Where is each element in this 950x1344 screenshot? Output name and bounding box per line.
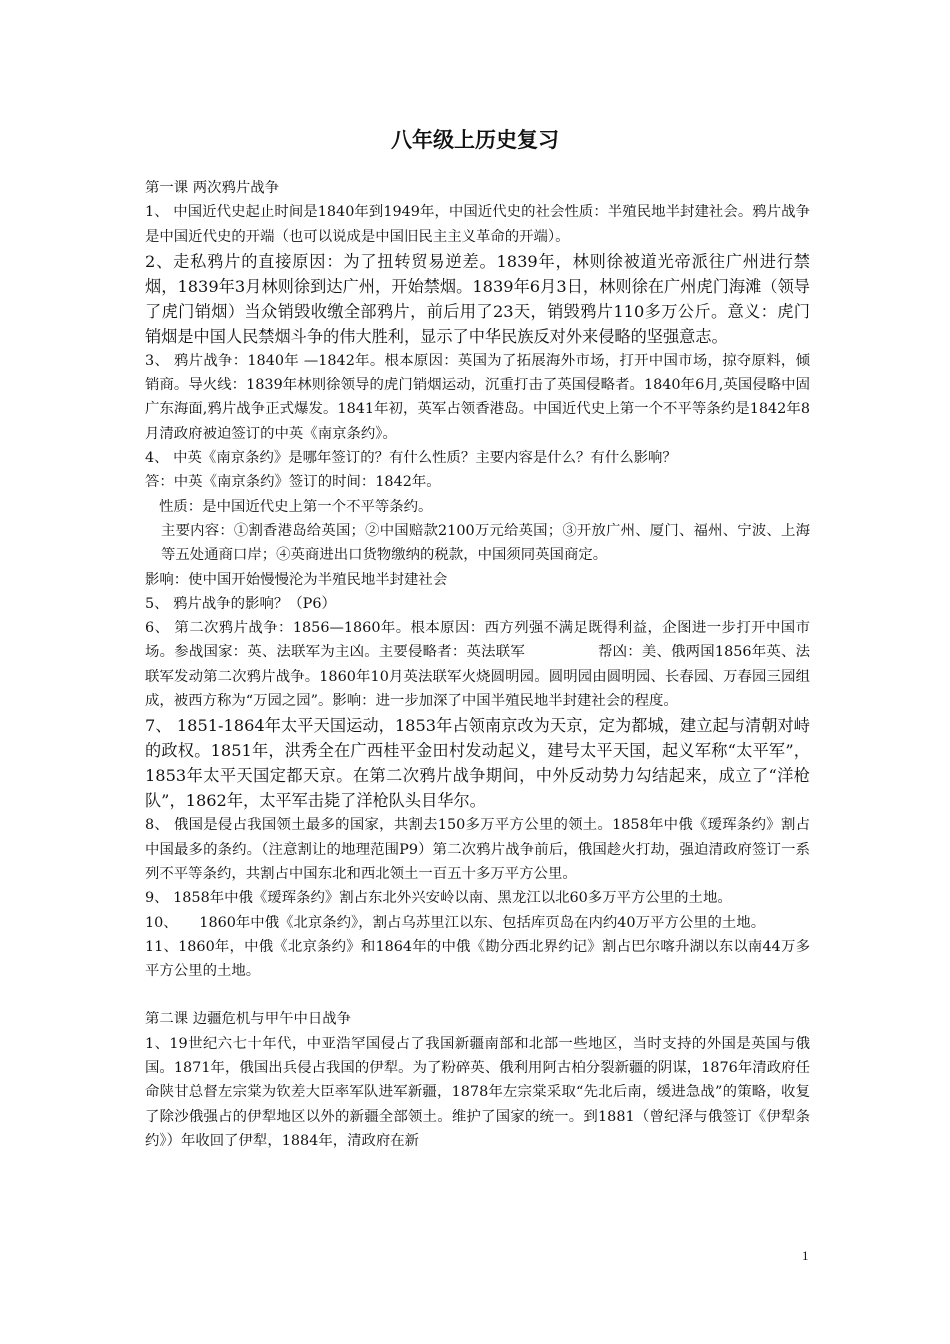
document-title: 八年级上历史复习: [391, 128, 559, 152]
lesson1-answer-date: 答：中英《南京条约》签订的时间：1842年。: [145, 474, 441, 491]
lesson1-item-3: 3、 鸦片战争：1840年 —1842年。根本原因：英国为了拓展海外市场，打开中国市场，掠夺原料，倾销商。导火线：1839年林则徐领导的虎门销烟运动，沉重打击了英国侵略者。1840年6月,英国侵略中固广东海面,鸦片战争正式爆发。1841年初，英军占领香港岛。中国近代史上第一个不平等条约是1842年8月清政府被迫签订的中英《南京条约》。: [145, 352, 810, 442]
lesson1-answer-content: 主要内容：①割香港岛给英国；②中国赔款2100万元给英国；③开放广州、厦门、福州、宁波、上海等五处通商口岸；④英商进出口货物缴纳的税款，中国须同英国商定。: [161, 522, 810, 564]
lesson1-item-5: 5、 鸦片战争的影响？（P6）: [145, 595, 336, 612]
lesson1-answer-nature: 性质：是中国近代史上第一个不平等条约。: [159, 498, 433, 515]
lesson1-answer-impact: 影响：使中国开始慢慢沦为半殖民地半封建社会: [145, 571, 448, 588]
lesson1-item-1: 1、 中国近代史起止时间是1840年到1949年，中国近代史的社会性质：半殖民地半封建社会。鸦片战争是中国近代史的开端（也可以说成是中国旧民主主义革命的开端）。: [145, 204, 810, 245]
lesson1-item-10: 10、 1860年中俄《北京条约》，割占乌苏里江以东、包括库页岛在内约40万平方公里的土地。: [145, 914, 766, 931]
lesson2-item-1: 1、19世纪六七十年代，中亚浩罕国侵占了我国新疆南部和北部一些地区，当时支持的外国是英国与俄国。1871年，俄国出兵侵占我国的伊犁。为了粉碎英、俄利用阿古柏分裂新疆的阴谋，1876年清政府任命陕甘总督左宗棠为钦差大臣率军队进军新疆，1878年左宗棠采取“先北后南，缓进急战”的策略，收复了除沙俄强占的伊犁地区以外的新疆全部领土。维护了国家的统一。到1881（曾纪泽与俄签订《伊犁条约》）年收回了伊犁，1884年，清政府在新: [145, 1035, 810, 1149]
page-number: 1: [802, 1248, 809, 1263]
lesson2-heading: 第二课 边疆危机与甲午中日战争: [145, 1011, 352, 1028]
lesson1-item-9: 9、 1858年中俄《瑷珲条约》割占东北外兴安岭以南、黑龙江以北60多万平方公里的土地。: [145, 890, 732, 907]
lesson1-item-7: 7、 1851-1864年太平天国运动，1853年占领南京改为天京，定为都城，建立起与清朝对峙的政权。1851年，洪秀全在广西桂平金田村发动起义，建号太平天国，起义军称“太平军”，1853年太平天国定都天京。在第二次鸦片战争期间，中外反动势力勾结起来，成立了“洋枪队”，1862年，太平军击毙了洋枪队头目华尔。: [145, 716, 810, 811]
lesson1-item-8: 8、 俄国是侵占我国领土最多的国家，共割去150多万平方公里的领土。1858年中俄《瑷珲条约》割占中国最多的条约。（注意割让的地理范围P9）第二次鸦片战争前后，俄国趁火打劫，强迫清政府签订一系列不平等条约，共割占中国东北和西北领土一百五十多万平方公里。: [145, 817, 810, 882]
lesson1-item-11: 11、1860年，中俄《北京条约》和1864年的中俄《勘分西北界约记》割占巴尔喀升湖以东以南44万多平方公里的土地。: [145, 938, 810, 980]
document-body: [145, 176, 810, 1153]
lesson1-item-6: 6、 第二次鸦片战争：1856—1860年。根本原因：西方列强不满足既得利益，企图进一步打开中国市场。参战国家：英、法联军为主凶。主要侵略者：英法联军 帮凶：美、俄两国1856年英、法联军发动第二次鸦片战争。1860年10月英法联军火烧圆明园。圆明园由圆明园、长春园、万春园三园组成，被西方称为“万园之园”。影响：进一步加深了中国半殖民地半封建社会的程度。: [145, 620, 810, 710]
lesson1-item-4: 4、 中英《南京条约》是哪年签订的？有什么性质？主要内容是什么？有什么影响？: [145, 450, 677, 467]
lesson1-heading: 第一课 两次鸦片战争: [145, 180, 280, 196]
lesson1-item-2: 2、走私鸦片的直接原因：为了扭转贸易逆差。1839年，林则徐被道光帝派往广州进行禁烟，1839年3月林则徐到达广州，开始禁烟。1839年6月3日，林则徐在广州虎门海滩（领导了虎门销烟）当众销毁收缴全部鸦片，前后用了23天，销毁鸦片110多万公斤。意义：虎门销烟是中国人民禁烟斗争的伟大胜利，显示了中华民族反对外来侵略的坚强意志。: [145, 251, 810, 346]
